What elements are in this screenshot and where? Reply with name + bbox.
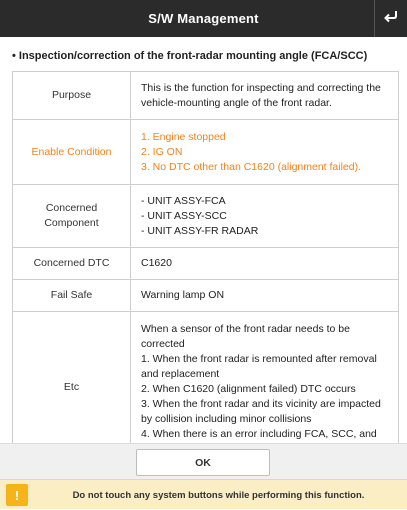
purpose-label: Purpose [13, 72, 131, 120]
component-line: - UNIT ASSY-SCC [141, 209, 227, 222]
return-arrow-icon [383, 9, 399, 28]
etc-line: and replacement [141, 368, 220, 380]
component-line: - UNIT ASSY-FCA [141, 194, 226, 207]
title-bar [0, 0, 407, 37]
concerned-component-label [13, 185, 131, 248]
row-enable-condition [13, 120, 399, 185]
enable-condition-label: Enable Condition [13, 120, 131, 185]
purpose-value [131, 72, 399, 120]
row-etc [13, 312, 399, 464]
back-button[interactable] [374, 0, 407, 37]
section-subtitle: • Inspection/correction of the front-radar mounting angle (FCA/SCC) [12, 50, 368, 62]
component-line: - UNIT ASSY-FR RADAR [141, 224, 259, 237]
etc-line: 3. When the front radar and its vicinity are impacted [141, 398, 381, 410]
component-label-line: Component [44, 217, 99, 229]
etc-label: Etc [13, 312, 131, 464]
row-fail-safe [13, 280, 399, 312]
row-concerned-component [13, 185, 399, 248]
warning-text: Do not touch any system buttons while performing this function. [72, 489, 365, 501]
fail-safe-value: Warning lamp ON [131, 280, 399, 312]
enable-condition-value [131, 120, 399, 185]
etc-line: When a sensor of the front radar needs to be [141, 323, 350, 335]
enable-line: 1. Engine stopped [141, 130, 226, 143]
purpose-line: vehicle-mounting angle of the front radar. [141, 96, 332, 109]
row-concerned-dtc [13, 248, 399, 280]
component-label-line: Concerned [45, 202, 98, 214]
etc-line: 1. When the front radar is remounted after removal [141, 353, 377, 365]
etc-line: 2. When C1620 (alignment failed) DTC occurs [141, 383, 356, 395]
warning-bar [0, 479, 407, 509]
enable-line: 2. IG ON [141, 145, 183, 158]
ok-button[interactable]: OK [136, 449, 270, 476]
row-purpose [13, 72, 399, 120]
fail-safe-label: Fail Safe [13, 280, 131, 312]
info-table [12, 71, 399, 464]
etc-value [131, 312, 399, 464]
etc-line: corrected [141, 338, 185, 350]
etc-line: 4. When there is an error including FCA, SCC, and [141, 428, 377, 440]
exclamation-icon: ! [6, 484, 28, 506]
concerned-dtc-value: C1620 [131, 248, 399, 280]
button-bar [0, 443, 407, 479]
concerned-component-value [131, 185, 399, 248]
etc-line: by collision including minor collisions [141, 413, 312, 425]
purpose-line: This is the function for inspecting and correcting the [141, 81, 381, 94]
enable-line: 3. No DTC other than C1620 (alignment failed). [141, 160, 362, 173]
window-title: S/W Management [148, 11, 259, 26]
content-area [0, 37, 407, 443]
concerned-dtc-label: Concerned DTC [13, 248, 131, 280]
